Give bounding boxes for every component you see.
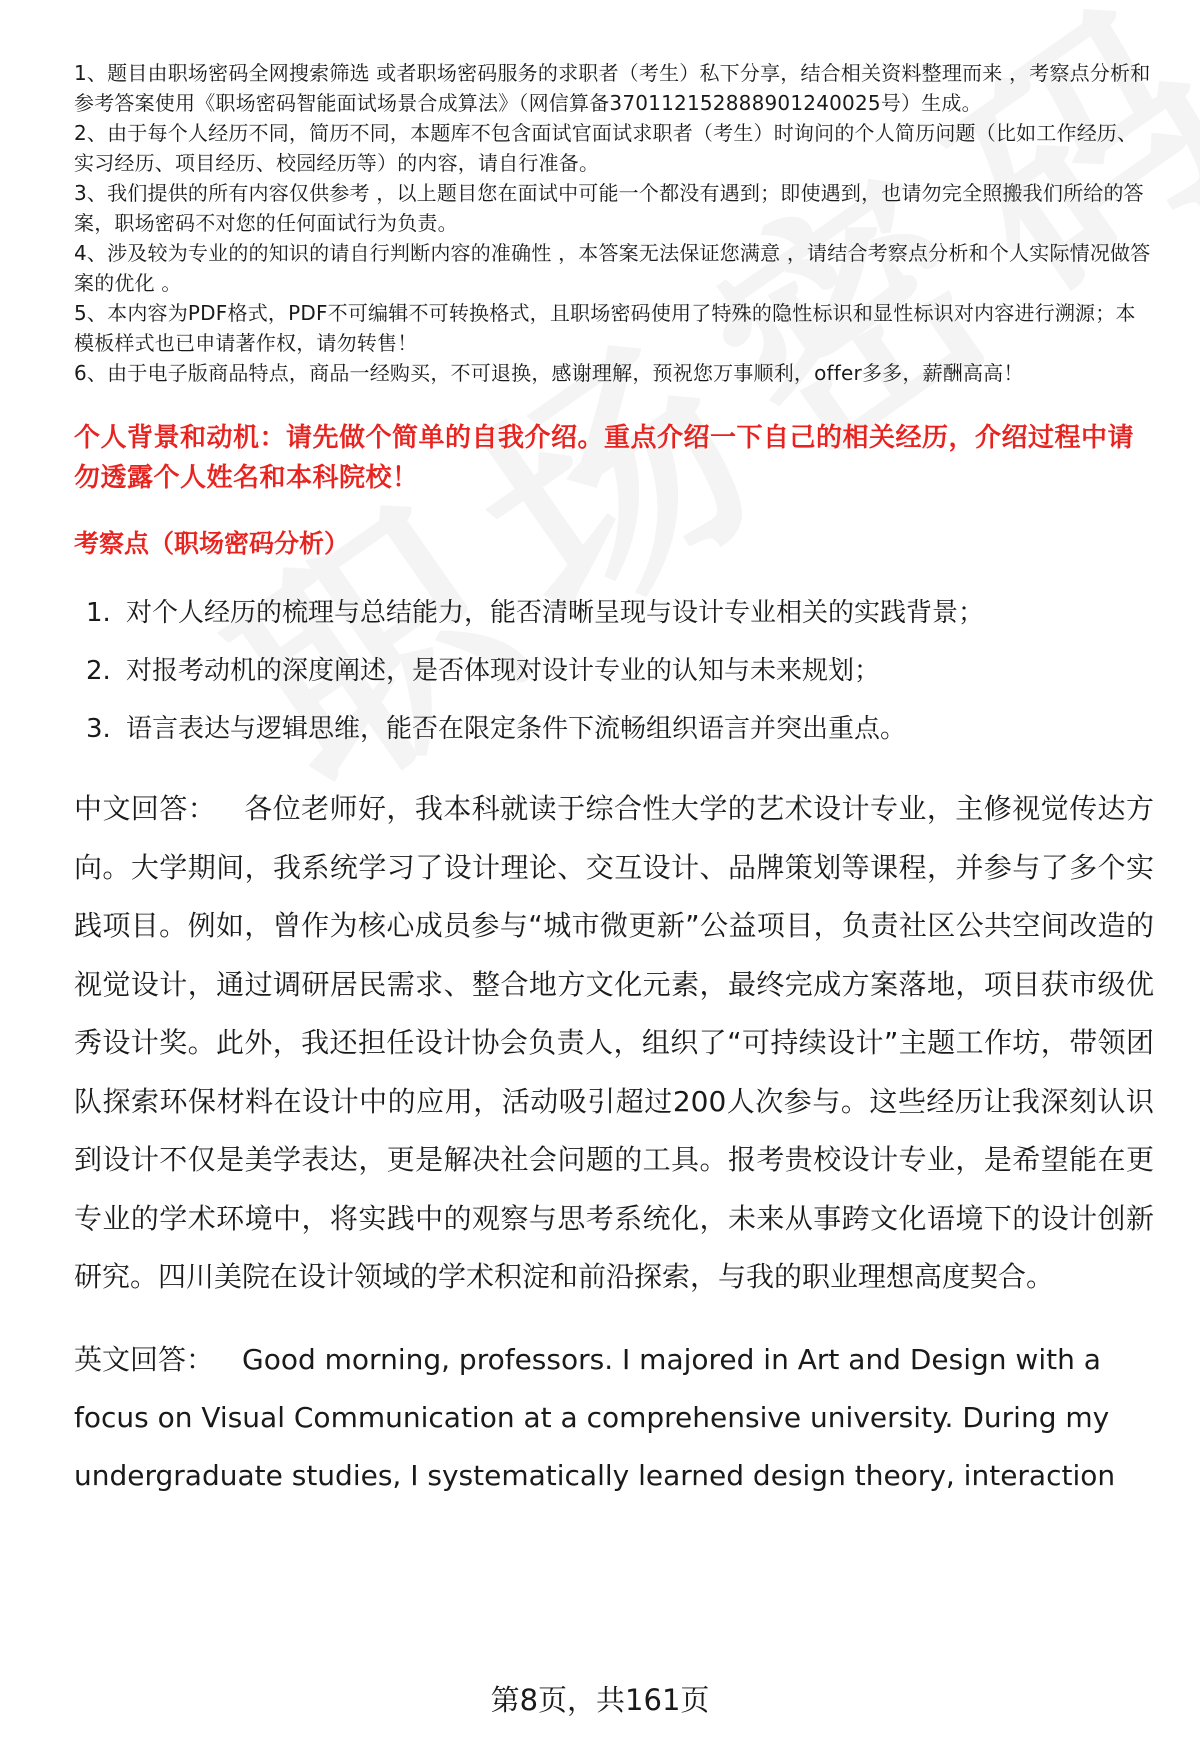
point-text: 语言表达与逻辑思维，能否在限定条件下流畅组织语言并突出重点。 [126, 714, 907, 744]
chinese-answer-label: 中文回答： [74, 792, 217, 825]
point-number: 2. [86, 656, 111, 686]
notice-item: 6、由于电子版商品特点，商品一经购买，不可退换，感谢理解，预祝您万事顺利，offer多多，薪酬高高！ [74, 361, 1024, 385]
notice-item: 4、涉及较为专业的的知识的请自行判断内容的准确性 ，本答案无法保证您满意 ，请结合考察点分析和个人实际情况做答案的优化 。 [74, 241, 1151, 295]
notice-item: 1、题目由职场密码全网搜索筛选 或者职场密码服务的求职者（考生）私下分享，结合相关资料整理而来 ，考察点分析和参考答案使用《职场密码智能面试场景合成算法》（网信算备370112152888901240025号）生成。 [74, 61, 1151, 115]
analysis-point [86, 652, 1154, 690]
interview-question: 个人背景和动机：请先做个简单的自我介绍。重点介绍一下自己的相关经历，介绍过程中请勿透露个人姓名和本科院校！ [74, 423, 1135, 493]
point-text: 对个人经历的梳理与总结能力，能否清晰呈现与设计专业相关的实践背景； [126, 598, 985, 628]
analysis-points-list [74, 594, 1154, 748]
notice-item: 5、本内容为PDF格式，PDF不可编辑不可转换格式，且职场密码使用了特殊的隐性标识和显性标识对内容进行溯源；本模板样式也已申请著作权，请勿转售！ [74, 301, 1136, 355]
analysis-point [86, 594, 1154, 632]
page-content [74, 58, 1154, 1505]
chinese-answer [74, 780, 1154, 1307]
point-number: 1. [86, 598, 111, 628]
english-answer-text: Good morning, professors. I majored in Art and Design with a focus on Visual Communication at a comprehensive university. During my undergraduate studies, I systematically learned design theory, interaction [74, 1342, 1116, 1492]
english-answer-label: 英文回答： [74, 1342, 215, 1376]
page-number-footer: 第8页，共161页 [490, 1683, 710, 1717]
english-answer [74, 1331, 1154, 1505]
chinese-answer-text: 各位老师好，我本科就读于综合性大学的艺术设计专业，主修视觉传达方向。大学期间，我系统学习了设计理论、交互设计、品牌策划等课程，并参与了多个实践项目。例如，曾作为核心成员参与“城市微更新”公益项目，负责社区公共空间改造的视觉设计，通过调研居民需求、整合地方文化元素，最终完成方案落地，项目获市级优秀设计奖。此外，我还担任设计协会负责人，组织了“可持续设计”主题工作坊，带领团队探索环保材料在设计中的应用，活动吸引超过200人次参与。这些经历让我深刻认识到设计不仅是美学表达，更是解决社会问题的工具。报考贵校设计专业，是希望能在更专业的学术环境中，将实践中的观察与思考系统化，未来从事跨文化语境下的设计创新研究。四川美院在设计领域的学术积淀和前沿探索，与我的职业理想高度契合。 [74, 792, 1154, 1293]
notice-list [74, 58, 1154, 388]
point-text: 对报考动机的深度阐述，是否体现对设计专业的认知与未来规划； [126, 656, 881, 686]
point-number: 3. [86, 714, 111, 744]
notice-item: 3、我们提供的所有内容仅供参考 ，以上题目您在面试中可能一个都没有遇到；即使遇到，也请勿完全照搬我们所给的答案，职场密码不对您的任何面试行为负责。 [74, 181, 1144, 235]
analysis-point [86, 710, 1154, 748]
notice-item: 2、由于每个人经历不同，简历不同，本题库不包含面试官面试求职者（考生）时询问的个人简历问题（比如工作经历、实习经历、项目经历、校园经历等）的内容，请自行准备。 [74, 121, 1138, 175]
analysis-title: 考察点（职场密码分析） [74, 529, 350, 558]
